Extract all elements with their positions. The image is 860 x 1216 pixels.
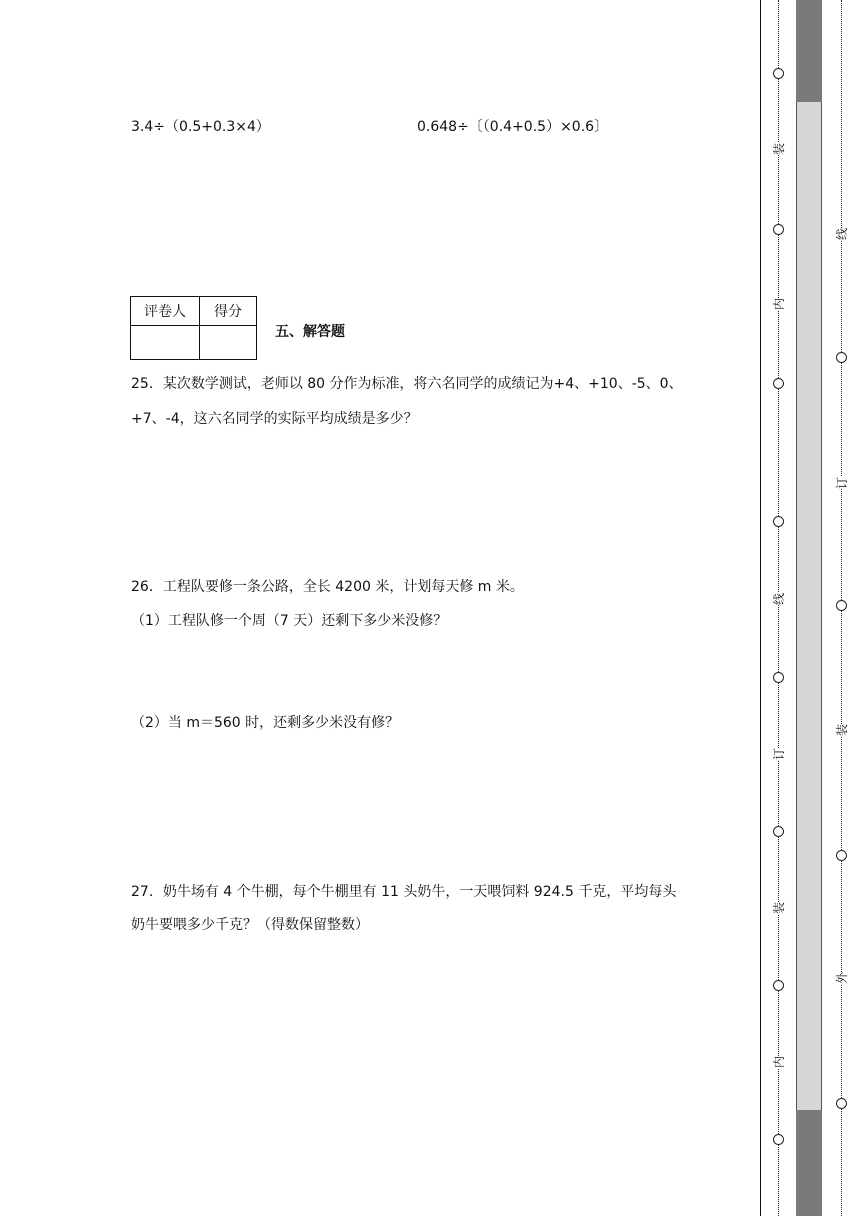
binding-bar-dark-bottom [796, 1110, 822, 1216]
section-title: 五、解答题 [275, 324, 345, 340]
score-table-header-score: 得分 [200, 297, 257, 326]
inner-dotted-line [778, 0, 779, 1216]
binding-hole-icon [773, 68, 784, 79]
binding-bar-light [796, 102, 822, 1110]
binding-hole-icon [836, 600, 847, 611]
calc-expression-2: 0.648÷〔（0.4+0.5）×0.6〕 [417, 119, 609, 135]
binding-label-inner-4: 订 [772, 747, 787, 761]
binding-label-inner-6: 内 [772, 1055, 787, 1069]
question-27-line-2: 奶牛要喂多少千克？（得数保留整数） [131, 917, 369, 933]
question-26-sub-1: （1）工程队修一个周（7 天）还剩下多少米没修？ [131, 613, 448, 629]
binding-label-outer-3: 装 [835, 723, 850, 737]
binding-label-inner-2: 内 [772, 297, 787, 311]
binding-label-inner-1: 装 [772, 142, 787, 156]
binding-hole-icon [773, 1134, 784, 1145]
question-25-line-2: +7、-4，这六名同学的实际平均成绩是多少？ [131, 411, 418, 427]
score-table-score-cell [200, 326, 257, 360]
question-26-sub-2: （2）当 m＝560 时，还剩多少米没有修？ [131, 715, 400, 731]
binding-border-line [760, 0, 761, 1216]
binding-hole-icon [773, 980, 784, 991]
binding-hole-icon [773, 826, 784, 837]
binding-hole-icon [836, 1098, 847, 1109]
binding-bar-dark-top [796, 0, 822, 102]
binding-label-outer-4: 外 [835, 971, 850, 985]
binding-label-inner-3: 线 [772, 592, 787, 606]
question-26-stem: 26．工程队要修一条公路，全长 4200 米，计划每天修 m 米。 [131, 579, 524, 595]
score-table [130, 296, 257, 360]
binding-label-inner-5: 装 [772, 901, 787, 915]
binding-hole-icon [773, 516, 784, 527]
binding-hole-icon [773, 672, 784, 683]
binding-hole-icon [836, 850, 847, 861]
binding-label-outer-1: 线 [835, 227, 850, 241]
binding-hole-icon [836, 352, 847, 363]
question-25-line-1: 25．某次数学测试，老师以 80 分作为标准，将六名同学的成绩记为+4、+10、-5、0、 [131, 376, 683, 392]
score-table-grader-cell [131, 326, 200, 360]
binding-hole-icon [773, 378, 784, 389]
question-27-line-1: 27．奶牛场有 4 个牛棚，每个牛棚里有 11 头奶牛，一天喂饲料 924.5 千克，平均每头 [131, 884, 677, 900]
binding-hole-icon [773, 224, 784, 235]
calc-expression-1: 3.4÷（0.5+0.3×4） [131, 119, 270, 135]
binding-label-outer-2: 订 [835, 476, 850, 490]
score-table-header-grader: 评卷人 [131, 297, 200, 326]
